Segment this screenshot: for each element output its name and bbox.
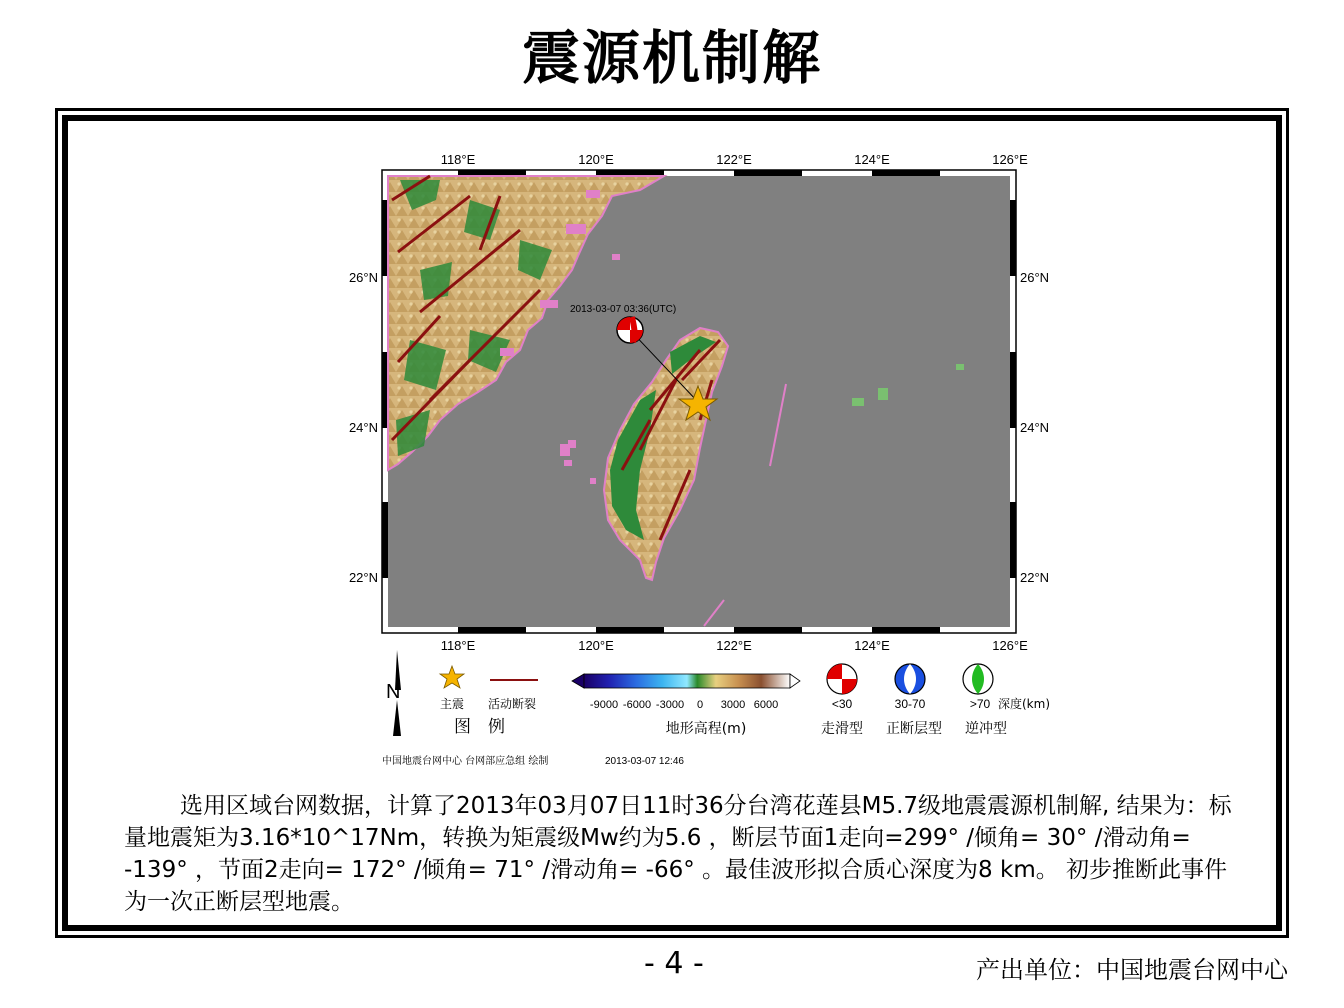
colorbar-left-cap	[572, 674, 584, 688]
colorbar-tick-4: 3000	[720, 699, 746, 711]
depth-unit-label: 深度(km)	[998, 697, 1051, 711]
map-credit: 中国地震台网中心 台网部应急组 绘制	[382, 756, 549, 767]
y-tick-label-right-2: 22°N	[1020, 570, 1050, 585]
y-tick-label-right-1: 24°N	[1020, 420, 1050, 435]
colorbar-tick-3: 0	[696, 699, 704, 711]
x-tick-label-bottom-0: 118°E	[440, 638, 476, 653]
colorbar-tick-1: -6000	[622, 699, 652, 711]
y-tick-label-left-0: 26°N	[348, 270, 378, 285]
north-label: N	[386, 681, 401, 703]
page-title: 震源机制解	[521, 24, 822, 92]
legend-title: 图 例	[454, 717, 505, 737]
x-tick-label-top-3: 124°E	[854, 152, 890, 167]
x-tick-label-top-1: 120°E	[578, 152, 614, 167]
x-tick-label-bottom-1: 120°E	[578, 638, 614, 653]
depth-range-2: >70	[969, 697, 991, 711]
result-paragraph: 选用区域台网数据，计算了2013年03月07日11时36分台湾花莲县M5.7级地震震源机制解, 结果为：标量地震矩为3.16*10^17Nm，转换为矩震级Mw约为5.6 ，断层节面1走向=299° /倾角= 30° /滑动角= -139° ，节面2走向= 172° /倾角= 71° /滑动角= -66° 。最佳波形拟合质心深度为8 km。 初步推断此事件为一次正断层型地震。	[124, 793, 1232, 915]
north-arrow-icon	[386, 650, 401, 736]
legend-normal-ball-icon	[895, 664, 925, 694]
legend-star-icon	[440, 666, 464, 688]
y-tick-label-left-1: 24°N	[348, 420, 378, 435]
event-time-label: 2013-03-07 03:36(UTC)	[570, 304, 677, 315]
y-tick-label-left-2: 22°N	[348, 570, 378, 585]
legend-mainshock-label: 主震	[440, 697, 465, 711]
legend-fault-label: 活动断裂	[488, 697, 537, 711]
x-tick-label-bottom-3: 124°E	[854, 638, 890, 653]
x-tick-label-top-0: 118°E	[440, 152, 476, 167]
x-tick-label-bottom-2: 122°E	[716, 638, 752, 653]
depth-range-1: 30-70	[894, 697, 926, 711]
map-drawn-date: 2013-03-07 12:46	[605, 756, 684, 767]
x-tick-label-top-2: 122°E	[716, 152, 752, 167]
colorbar-right-cap	[790, 674, 800, 688]
legend-thrust-ball-icon	[963, 664, 993, 694]
legend-strike-slip-ball-icon	[827, 664, 857, 694]
depth-range-0: <30	[831, 697, 853, 711]
x-tick-label-top-4: 126°E	[992, 152, 1028, 167]
colorbar-tick-0: -9000	[589, 699, 619, 711]
focal-mechanism-ball	[617, 317, 643, 343]
y-tick-label-right-0: 26°N	[1020, 270, 1050, 285]
mechanism-type-0: 走滑型	[821, 721, 863, 737]
page-number: - 4 -	[644, 946, 704, 981]
x-tick-label-bottom-4: 126°E	[992, 638, 1028, 653]
colorbar-tick-2: -3000	[655, 699, 685, 711]
elevation-colorbar	[584, 674, 790, 688]
colorbar-label: 地形高程(m)	[665, 721, 747, 737]
mechanism-type-2: 逆冲型	[965, 721, 1007, 737]
colorbar-tick-5: 6000	[753, 699, 779, 711]
producer-label: 产出单位：中国地震台网中心	[976, 956, 1288, 984]
mechanism-type-1: 正断层型	[886, 721, 942, 737]
